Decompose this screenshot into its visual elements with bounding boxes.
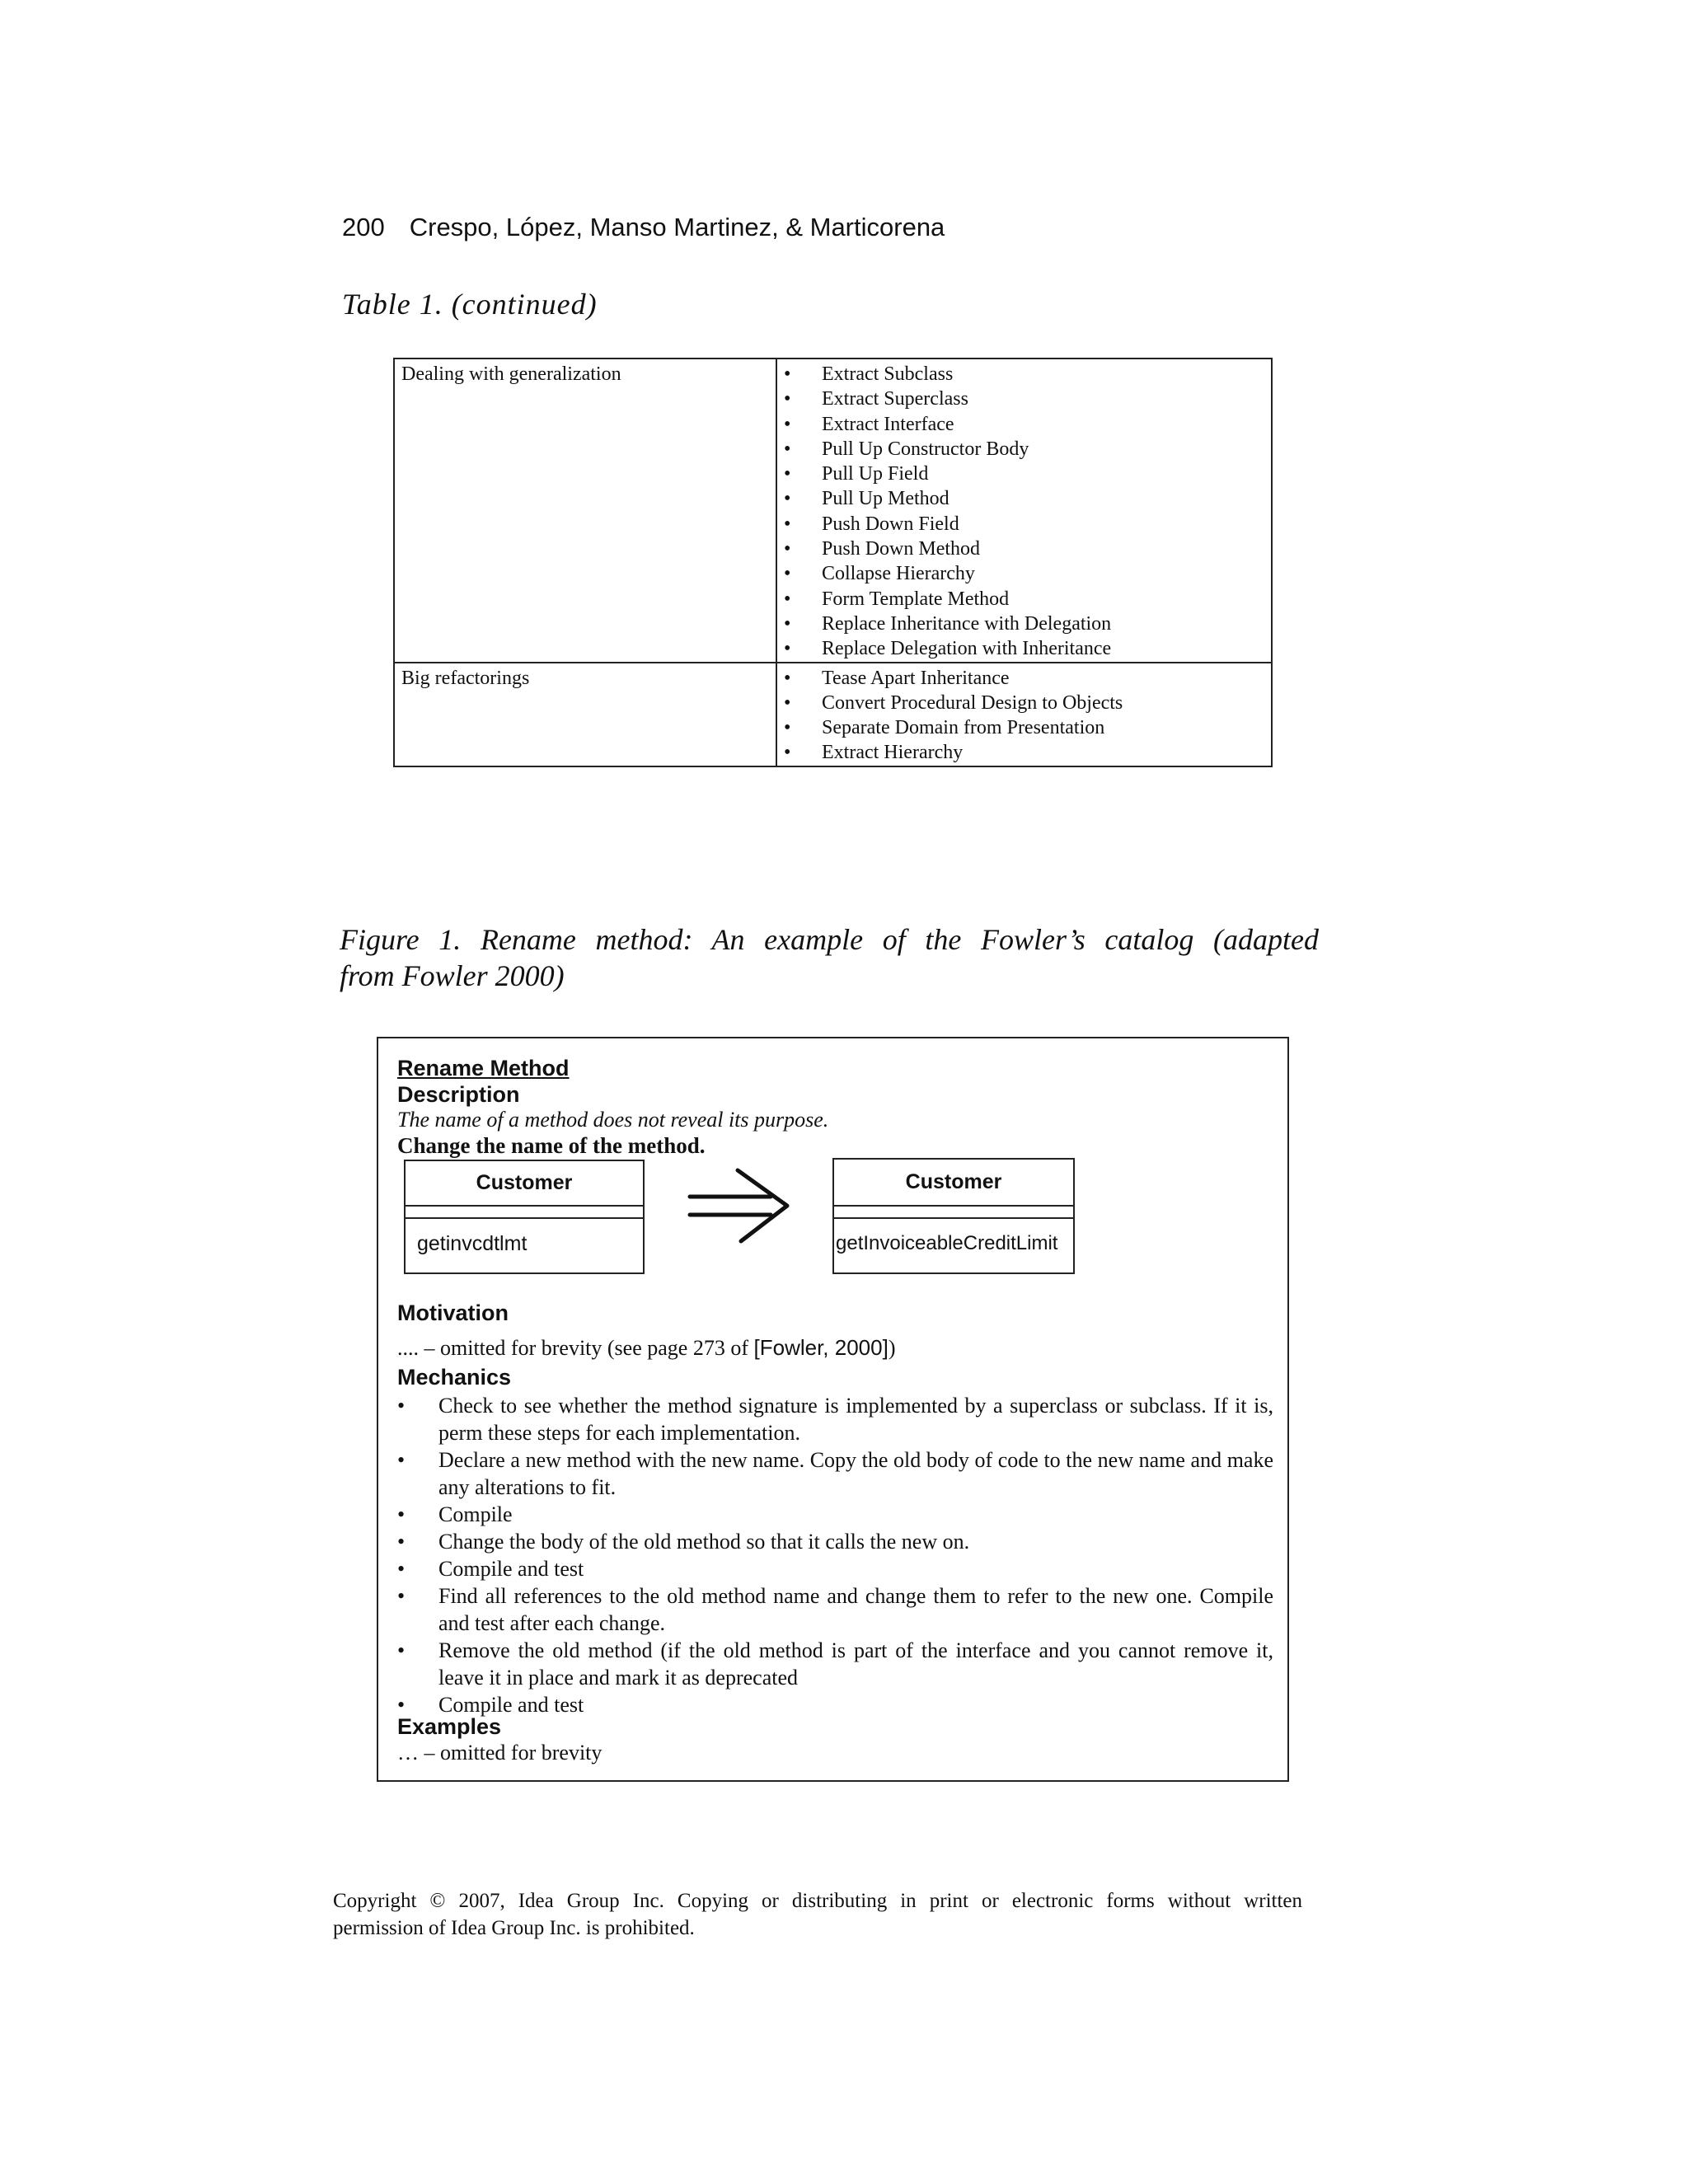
list-item: • Separate Domain from Presentation [784,715,1264,740]
figure-caption [340,921,1319,994]
description-text: The name of a method does not reveal its purpose. [397,1108,829,1132]
motivation-heading: Motivation [397,1301,509,1325]
list-item: • Collapse Hierarchy [784,561,1264,586]
uml-attributes-compartment [834,1207,1073,1219]
list-item: • Compile [397,1501,1273,1528]
mechanics-list [397,1392,1273,1718]
examples-text: … – omitted for brevity [397,1741,603,1765]
running-header [342,213,945,242]
copyright-line1: Copyright © 2007, Idea Group Inc. Copying or distributing in print or electronic forms without written [333,1890,1302,1912]
copyright-line2: permission of Idea Group Inc. is prohibited. [333,1917,695,1939]
list-item: • Convert Procedural Design to Objects [784,691,1264,715]
uml-class-after [832,1158,1075,1274]
figure-caption-line1: Figure 1. Rename method: An example of the Fowler’s catalog (adapted [340,923,1319,956]
table-cell-category: Big refactorings [394,663,776,766]
table-cell-items [776,663,1272,766]
list-item: • Pull Up Field [784,462,1264,486]
list-item: • Change the body of the old method so that it calls the new on. [397,1528,1273,1555]
list-item: • Remove the old method (if the old method is part of the interface and you cannot remove it, leave it in place and mark it as deprecated [397,1637,1273,1691]
mechanics-heading: Mechanics [397,1365,512,1390]
uml-class-name: Customer [406,1161,643,1207]
running-header-authors: Crespo, López, Manso Martinez, & Marticorena [409,213,945,241]
copyright-notice [333,1887,1302,1942]
uml-attributes-compartment [406,1207,643,1219]
motivation-text [397,1335,895,1361]
list-item: • Extract Subclass [784,362,1264,387]
motivation-text-close: ) [888,1336,896,1360]
list-item: • Tease Apart Inheritance [784,666,1264,691]
uml-method: getinvcdtlmt [417,1232,528,1255]
transform-arrow-icon [687,1167,794,1244]
table-row [394,663,1272,766]
motivation-reference: [Fowler, 2000] [753,1335,889,1360]
examples-heading: Examples [397,1714,502,1739]
list-item: • Pull Up Method [784,486,1264,511]
table-row [394,359,1272,663]
list-item: • Pull Up Constructor Body [784,437,1264,462]
description-action: Change the name of the method. [397,1133,706,1158]
motivation-text-body: .... – omitted for brevity (see page 273 of [397,1336,754,1360]
list-item: • Find all references to the old method name and change them to refer to the new one. Compile and test after each change. [397,1582,1273,1637]
list-item: • Push Down Method [784,537,1264,561]
uml-class-before [404,1160,645,1274]
refactoring-list [784,362,1264,662]
figure-caption-line2: from Fowler 2000) [340,959,565,992]
list-item: • Replace Inheritance with Delegation [784,612,1264,636]
list-item: • Push Down Field [784,512,1264,537]
list-item: • Extract Hierarchy [784,740,1264,765]
uml-class-name: Customer [834,1160,1073,1207]
table-cell-items [776,359,1272,663]
list-item: • Compile and test [397,1691,1273,1718]
list-item: • Replace Delegation with Inheritance [784,636,1264,661]
list-item: • Extract Interface [784,412,1264,437]
figure-title: Rename Method [397,1056,570,1080]
refactoring-list [784,666,1264,766]
list-item: • Check to see whether the method signature is implemented by a superclass or subclass. If it is, perm these steps for each implementation. [397,1392,1273,1446]
table-caption: Table 1. (continued) [342,288,598,321]
uml-method: getInvoiceableCreditLimit [836,1232,1058,1254]
list-item: • Compile and test [397,1555,1273,1582]
page-number: 200 [342,213,385,241]
description-heading: Description [397,1082,520,1107]
table-cell-category: Dealing with generalization [394,359,776,663]
list-item: • Declare a new method with the new name. Copy the old body of code to the new name and make any alterations to fit. [397,1446,1273,1501]
refactoring-table [393,358,1273,767]
list-item: • Extract Superclass [784,387,1264,411]
list-item: • Form Template Method [784,587,1264,612]
